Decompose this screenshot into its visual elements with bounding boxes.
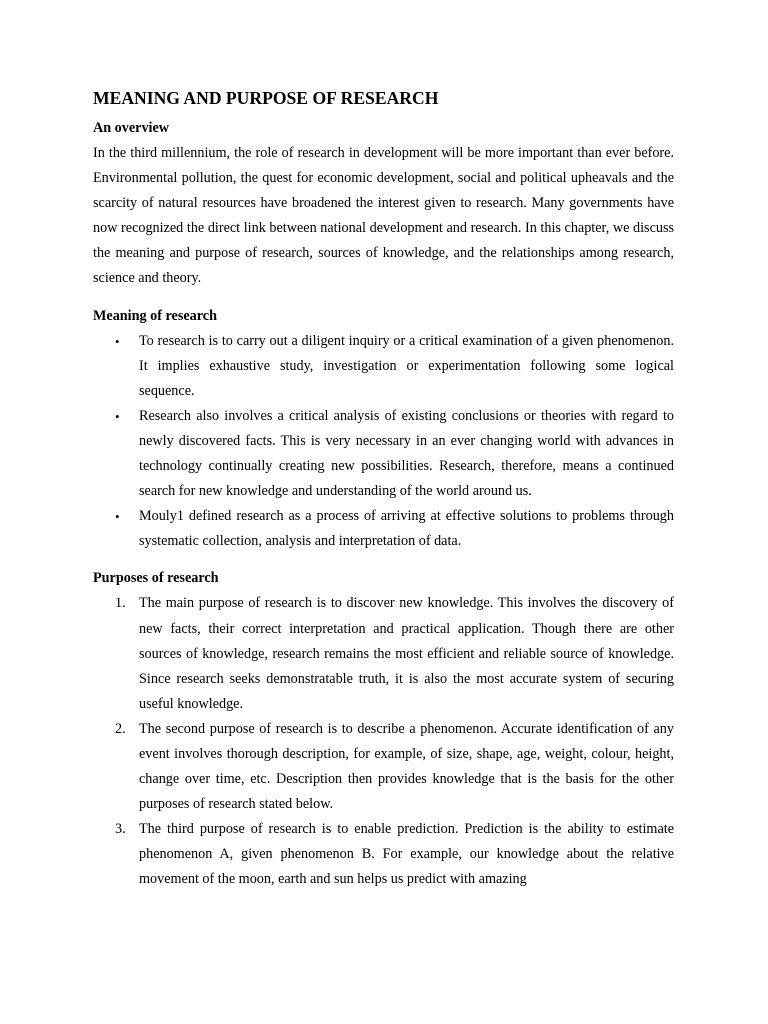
- bullet-marker: •: [115, 509, 120, 525]
- section-spacer: [93, 554, 674, 566]
- overview-heading: An overview: [93, 120, 170, 136]
- list-number: 2.: [115, 720, 126, 737]
- list-item-text: To research is to carry out a diligent inquiry or a critical examination of a given phenomenon. It implies exhaustive study, investigation or experimentation following some logical sequence.: [139, 332, 674, 399]
- document-page: [93, 86, 674, 893]
- list-item: [93, 504, 674, 554]
- list-item-text: The main purpose of research is to discover new knowledge. This involves the discovery of new facts, their correct interpretation and practical application. Though there are other sources of knowledge, research remains the most efficient and reliable source of knowledge. Since research seeks demonstratable truth, it is also the most accurate system of securing useful knowledge.: [139, 595, 674, 712]
- list-item: [93, 404, 674, 504]
- page-title: MEANING AND PURPOSE OF RESEARCH: [93, 88, 439, 108]
- list-item: [93, 817, 674, 892]
- meaning-list: [93, 329, 674, 555]
- overview-paragraph: In the third millennium, the role of research in development will be more important than ever before. Environmental pollution, the quest for economic development, social and political upheavals and the scarcity of natural resources have broadened the interest given to research. Many governments have now recognized the direct link between national development and research. In this chapter, we discuss the meaning and purpose of research, sources of knowledge, and the relationships among research, science and theory.: [93, 145, 674, 287]
- list-number: 1.: [115, 595, 126, 612]
- list-item: [93, 329, 674, 404]
- purposes-heading: Purposes of research: [93, 570, 219, 587]
- bullet-marker: •: [115, 333, 120, 349]
- list-item-text: The third purpose of research is to enable prediction. Prediction is the ability to estimate phenomenon A, given phenomenon B. For example, our knowledge about the relative movement of the moon, earth and sun helps us predict with amazing: [139, 821, 674, 888]
- list-number: 3.: [115, 821, 126, 838]
- list-item: [93, 717, 674, 817]
- list-item-text: Research also involves a critical analysis of existing conclusions or theories with regard to newly discovered facts. This is very necessary in an ever changing world with advances in technology continually creating new possibilities. Research, therefore, means a continued search for new knowledge and understanding of the world around us.: [139, 407, 674, 500]
- list-item-text: The second purpose of research is to describe a phenomenon. Accurate identification of any event involves thorough description, for example, of size, shape, age, weight, colour, height, change over time, etc. Description then provides knowledge that is the basis for the other purposes of research stated below.: [139, 720, 674, 813]
- purposes-list: [93, 591, 674, 892]
- section-spacer: [93, 292, 674, 304]
- list-item-text: Mouly1 defined research as a process of arriving at effective solutions to problems through systematic collection, analysis and interpretation of data.: [139, 508, 674, 550]
- meaning-heading: Meaning of research: [93, 307, 217, 324]
- list-item: [93, 591, 674, 716]
- bullet-marker: •: [115, 408, 120, 424]
